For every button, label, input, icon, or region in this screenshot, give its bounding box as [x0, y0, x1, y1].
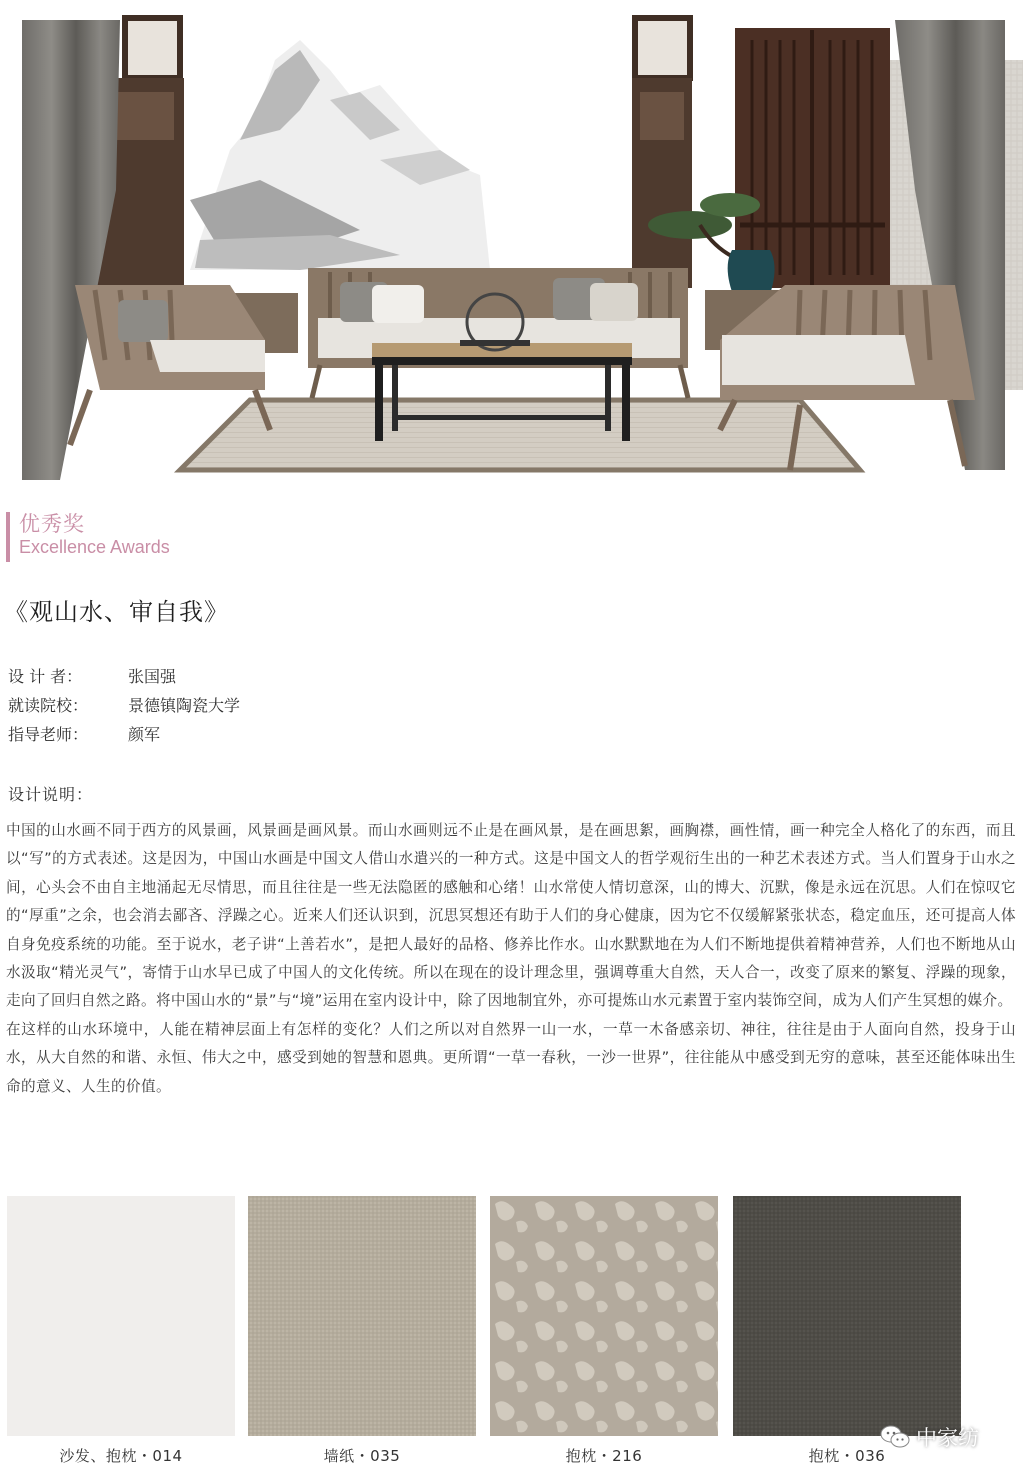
- interior-illustration: [0, 0, 1023, 480]
- wechat-icon: [880, 1424, 910, 1450]
- fabric-swatches: [0, 1196, 1023, 1475]
- swatch-caption: 沙发、抱枕・014: [59, 1447, 183, 1465]
- sofa: [308, 268, 688, 398]
- lattice-window-right: [635, 18, 690, 78]
- design-description: [6, 817, 1016, 1101]
- description-paragraph: 在这样的山水环境中，人能在精神层面上有怎样的变化？人们之所以对自然界一山一水，一草一木备感亲切、神往，往往是由于人面向自然，投身于山水，从大自然的和谐、永恒、伟大之中，感受到她的智慧和恩典。更所谓“一草一春秋，一沙一世界”，往往能从中感受到无穷的意味，甚至还能体味出生命的意义、人生的价值。: [6, 1020, 1016, 1095]
- design-description-label: 设计说明：: [8, 785, 94, 804]
- lattice-cabinet: [735, 28, 890, 288]
- hero-interior-rendering: [0, 0, 1023, 480]
- watermark: [880, 1422, 979, 1452]
- credit-label: 指导老师：: [8, 725, 89, 744]
- credit-value: 张国强: [128, 667, 177, 686]
- credit-value: 颜军: [128, 725, 161, 744]
- description-paragraph: 中国的山水画不同于西方的风景画，风景画是画风景。而山水画则远不止是在画风景，是在画思絮，画胸襟，画性情，画一种完全人格化了的东西，而且以“写”的方式表述。这是因为，中国山水画是中国文人借山水遣兴的一种方式。这是中国文人的哲学观衍生出的一种艺术表述方式。当人们置身于山水之间，心头会不由自主地涌起无尽情思，而且往往是一些无法隐匿的感触和心绪！山水常使人情切意深，山的博大、沉默，像是永远在沉思。人们在惊叹它的“厚重”之余，也会消去鄙吝、浮躁之心。近来人们还认识到，沉思冥想还有助于人们的身心健康，因为它不仅缓解紧张状态，稳定血压，还可提高人体自身免疫系统的功能。至于说水，老子讲“上善若水”，是把人最好的品格、修养比作水。山水默默地在为人们不断地提供着精神营养，人们也不断地从山水汲取“精光灵气”，寄情于山水早已成了中国人的文化传统。所以在现在的设计理念里，强调尊重大自然，天人合一，改变了原来的繁复、浮躁的现象，走向了回归自然之路。将中国山水的“景”与“境”运用在室内设计中，除了因地制宜外，亦可提炼山水元素置于室内装饰空间，成为人们产生冥想的媒介。: [6, 822, 1016, 1010]
- swatch-035: [248, 1196, 476, 1436]
- credit-designer: [8, 662, 240, 691]
- area-rug: [180, 400, 860, 470]
- landscape-painting: [190, 40, 490, 270]
- credit-label: 就读院校：: [8, 696, 89, 715]
- work-title: 《观山水、审自我》: [4, 598, 229, 626]
- credits-list: [8, 662, 240, 749]
- swatch-036: [733, 1196, 961, 1436]
- swatch-014: [7, 1196, 235, 1436]
- cushion: [590, 283, 638, 321]
- award-title-en: Excellence Awards: [19, 537, 170, 557]
- award-badge: [6, 512, 170, 562]
- swatch-caption: 抱枕・216: [565, 1447, 643, 1465]
- credit-value: 景德镇陶瓷大学: [128, 696, 241, 715]
- credit-advisor: [8, 720, 240, 749]
- lattice-window-left: [125, 18, 180, 78]
- swatch-caption: 墙纸・035: [323, 1447, 401, 1465]
- swatch-caption: 抱枕・036: [808, 1447, 886, 1465]
- watermark-text: 中家纺: [916, 1426, 979, 1450]
- award-title-cn: 优秀奖: [19, 512, 85, 536]
- swatch-216: [490, 1196, 718, 1436]
- cushion: [118, 300, 168, 342]
- credit-school: [8, 691, 240, 720]
- cushion: [372, 285, 424, 323]
- credit-label: 设 计 者：: [8, 667, 83, 686]
